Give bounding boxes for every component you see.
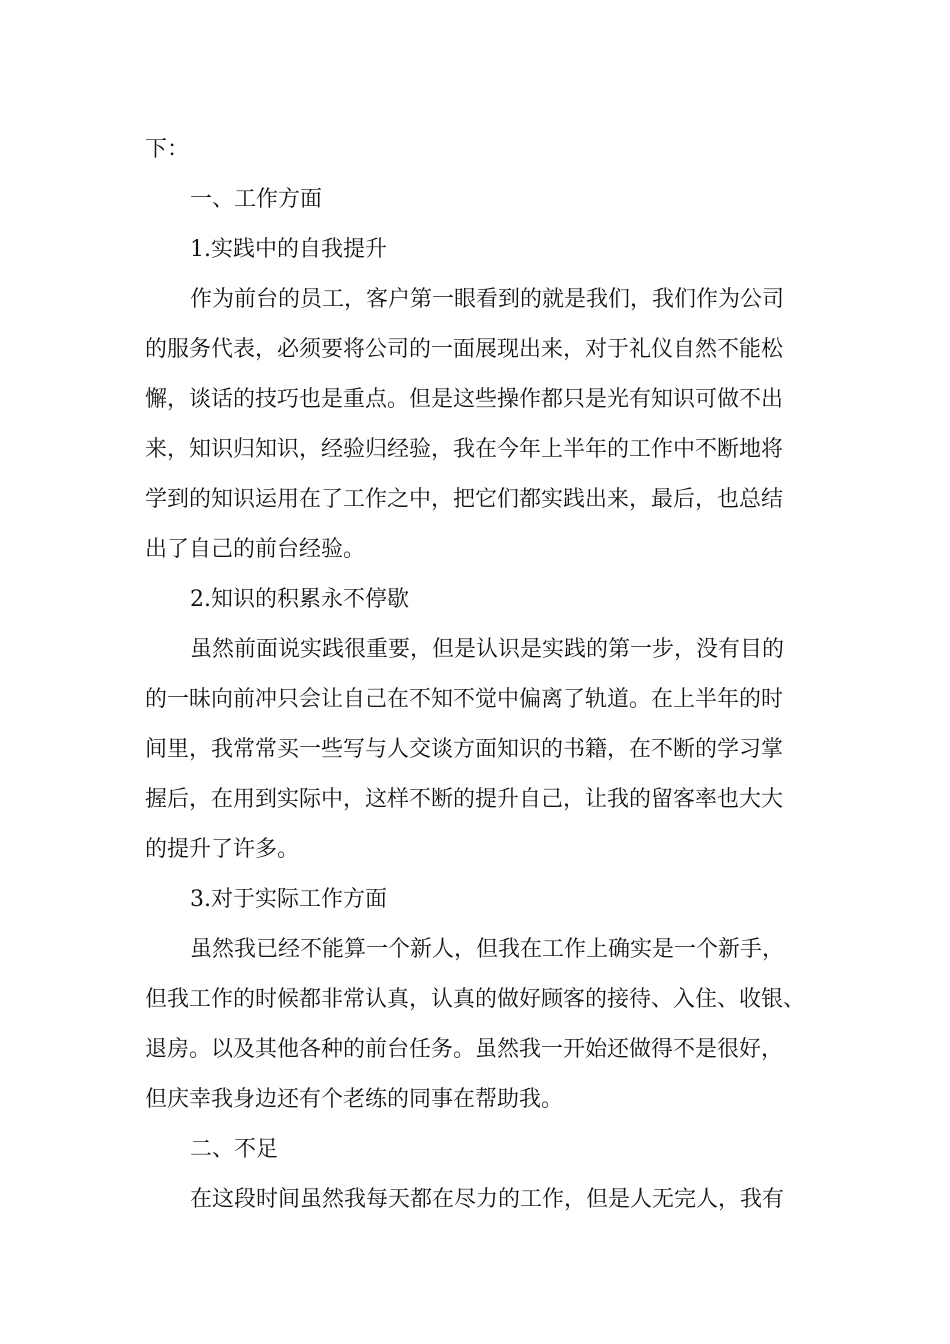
paragraph-line: 出了自己的前台经验。	[145, 537, 366, 562]
paragraph-line: 虽然前面说实践很重要，但是认识是实践的第一步，没有目的	[190, 637, 785, 662]
paragraph-line: 来，知识归知识，经验归经验，我在今年上半年的工作中不断地将	[145, 437, 784, 462]
subsection-heading: 1.实践中的自我提升	[190, 237, 387, 262]
paragraph-line: 虽然我已经不能算一个新人，但我在工作上确实是一个新手，	[190, 937, 785, 962]
paragraph-line: 的一昧向前冲只会让自己在不知不觉中偏离了轨道。在上半年的时	[145, 687, 784, 712]
paragraph-line: 作为前台的员工，客户第一眼看到的就是我们，我们作为公司	[190, 287, 785, 312]
subsection-heading: 2.知识的积累永不停歇	[190, 587, 409, 612]
paragraph-line: 的服务代表，必须要将公司的一面展现出来，对于礼仪自然不能松	[145, 337, 784, 362]
paragraph-line: 握后，在用到实际中，这样不断的提升自己，让我的留客率也大大	[145, 787, 784, 812]
paragraph-line: 的提升了许多。	[145, 837, 300, 862]
paragraph-line: 懈，谈话的技巧也是重点。但是这些操作都只是光有知识可做不出	[145, 387, 784, 412]
section-heading: 二、不足	[190, 1137, 279, 1162]
paragraph-line: 在这段时间虽然我每天都在尽力的工作，但是人无完人，我有	[190, 1187, 785, 1212]
section-heading: 一、工作方面	[190, 187, 323, 212]
paragraph-line: 间里，我常常买一些写与人交谈方面知识的书籍，在不断的学习掌	[145, 737, 784, 762]
paragraph-line: 但庆幸我身边还有个老练的同事在帮助我。	[145, 1087, 564, 1112]
paragraph-line: 退房。以及其他各种的前台任务。虽然我一开始还做得不是很好，	[145, 1037, 784, 1062]
subsection-heading: 3.对于实际工作方面	[190, 887, 387, 912]
paragraph-line: 学到的知识运用在了工作之中，把它们都实践出来，最后，也总结	[145, 487, 784, 512]
text-line: 下：	[145, 137, 190, 162]
paragraph-line: 但我工作的时候都非常认真，认真的做好顾客的接待、入住、收银、	[145, 987, 806, 1012]
